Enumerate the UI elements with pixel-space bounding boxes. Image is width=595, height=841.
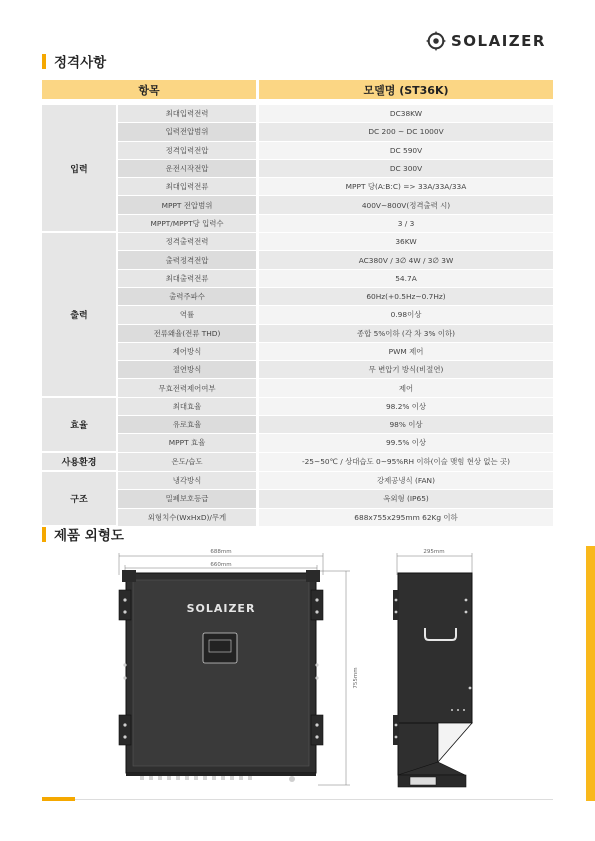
- spec-item: MPPT/MPPT당 입력수: [116, 215, 256, 233]
- spec-item: 정격입력전압: [116, 142, 256, 160]
- spec-value: 99.5% 이상: [259, 434, 553, 452]
- spec-item: 전류왜율(전류 THD): [116, 325, 256, 343]
- spec-value: 688x755x295mm 62Kg 이하: [259, 509, 553, 527]
- bottom-connectors: [140, 776, 252, 780]
- footer-divider: [42, 799, 553, 800]
- spec-item: 외형치수(WxHxD)/무게: [116, 509, 256, 527]
- spec-item: 최대효율: [116, 398, 256, 416]
- front-width-outer-label: 688mm: [210, 549, 232, 555]
- footer-accent-bar: [42, 797, 75, 801]
- group-label: 구조: [42, 472, 116, 527]
- header-item: 항목: [42, 80, 256, 99]
- spec-item: MPPT 전압범위: [116, 196, 256, 214]
- spec-item: 출력주파수: [116, 288, 256, 306]
- side-accent-bar: [586, 546, 595, 801]
- spec-item: 냉각방식: [116, 472, 256, 490]
- spec-value: DC38KW: [259, 105, 553, 123]
- side-depth-label: 295mm: [423, 549, 445, 555]
- device-brand-label: SOLAIZER: [186, 602, 256, 615]
- spec-item: 운전시작전압: [116, 160, 256, 178]
- spec-item: 절연방식: [116, 361, 256, 379]
- spec-item: 유로효율: [116, 416, 256, 434]
- spec-value: 60Hz(+0.5Hz~0.7Hz): [259, 288, 553, 306]
- spec-value: 제어: [259, 379, 553, 397]
- spec-item: 최대입력전류: [116, 178, 256, 196]
- spec-item: 무효전력제어여부: [116, 379, 256, 397]
- drawing-section-title: 제품 외형도: [54, 528, 124, 544]
- spec-value: -25~50℃ / 상대습도 0~95%RH 이하(이슬 맺힘 현상 없는 곳): [259, 453, 553, 472]
- brand-name: SOLAIZER: [451, 32, 546, 50]
- spec-item: 최대입력전력: [116, 105, 256, 123]
- spec-value: 54.7A: [259, 270, 553, 288]
- spec-value: 0.98이상: [259, 306, 553, 324]
- spec-item: 역률: [116, 306, 256, 324]
- spec-value: DC 200 ~ DC 1000V: [259, 123, 553, 141]
- spec-value: 98.2% 이상: [259, 398, 553, 416]
- spec-item: 최대출력전류: [116, 270, 256, 288]
- group-label: 효율: [42, 398, 116, 453]
- spec-section-title: 정격사항: [54, 55, 107, 71]
- spec-item: 밀폐보호등급: [116, 490, 256, 508]
- spec-item: 정격출력전력: [116, 233, 256, 251]
- spec-value: 종합 5%이하 (각 차 3% 이하): [259, 325, 553, 343]
- spec-value: 옥외형 (IP65): [259, 490, 553, 508]
- spec-value: PWM 제어: [259, 343, 553, 361]
- spec-item: MPPT 효율: [116, 434, 256, 452]
- side-dimension-lines: [397, 553, 472, 575]
- front-view: [119, 570, 323, 782]
- group-label: 사용환경: [42, 453, 116, 472]
- spec-value: 무 변압기 방식(비절연): [259, 361, 553, 379]
- display-panel: [203, 633, 237, 663]
- side-view: [393, 573, 472, 787]
- spec-value: 강제공냉식 (FAN): [259, 472, 553, 490]
- spec-value: MPPT 당(A:B:C) => 33A/33A/33A: [259, 178, 553, 196]
- group-label: 입력: [42, 105, 116, 233]
- group-label: 출력: [42, 233, 116, 398]
- spec-value: DC 590V: [259, 142, 553, 160]
- front-width-inner-label: 660mm: [210, 562, 232, 568]
- spec-item: 제어방식: [116, 343, 256, 361]
- spec-value: DC 300V: [259, 160, 553, 178]
- header-model: 모델명 (ST36K): [259, 80, 553, 99]
- spec-value: 3 / 3: [259, 215, 553, 233]
- spec-item: 온도/습도: [116, 453, 256, 472]
- spec-item: 출력정격전압: [116, 251, 256, 269]
- spec-value: AC380V / 3∅ 4W / 3∅ 3W: [259, 251, 553, 269]
- height-label: 755mm: [353, 667, 359, 689]
- spec-value: 98% 이상: [259, 416, 553, 434]
- spec-item: 입력전압범위: [116, 123, 256, 141]
- spec-value: 400V~800V(정격출력 시): [259, 196, 553, 214]
- spec-value: 36KW: [259, 233, 553, 251]
